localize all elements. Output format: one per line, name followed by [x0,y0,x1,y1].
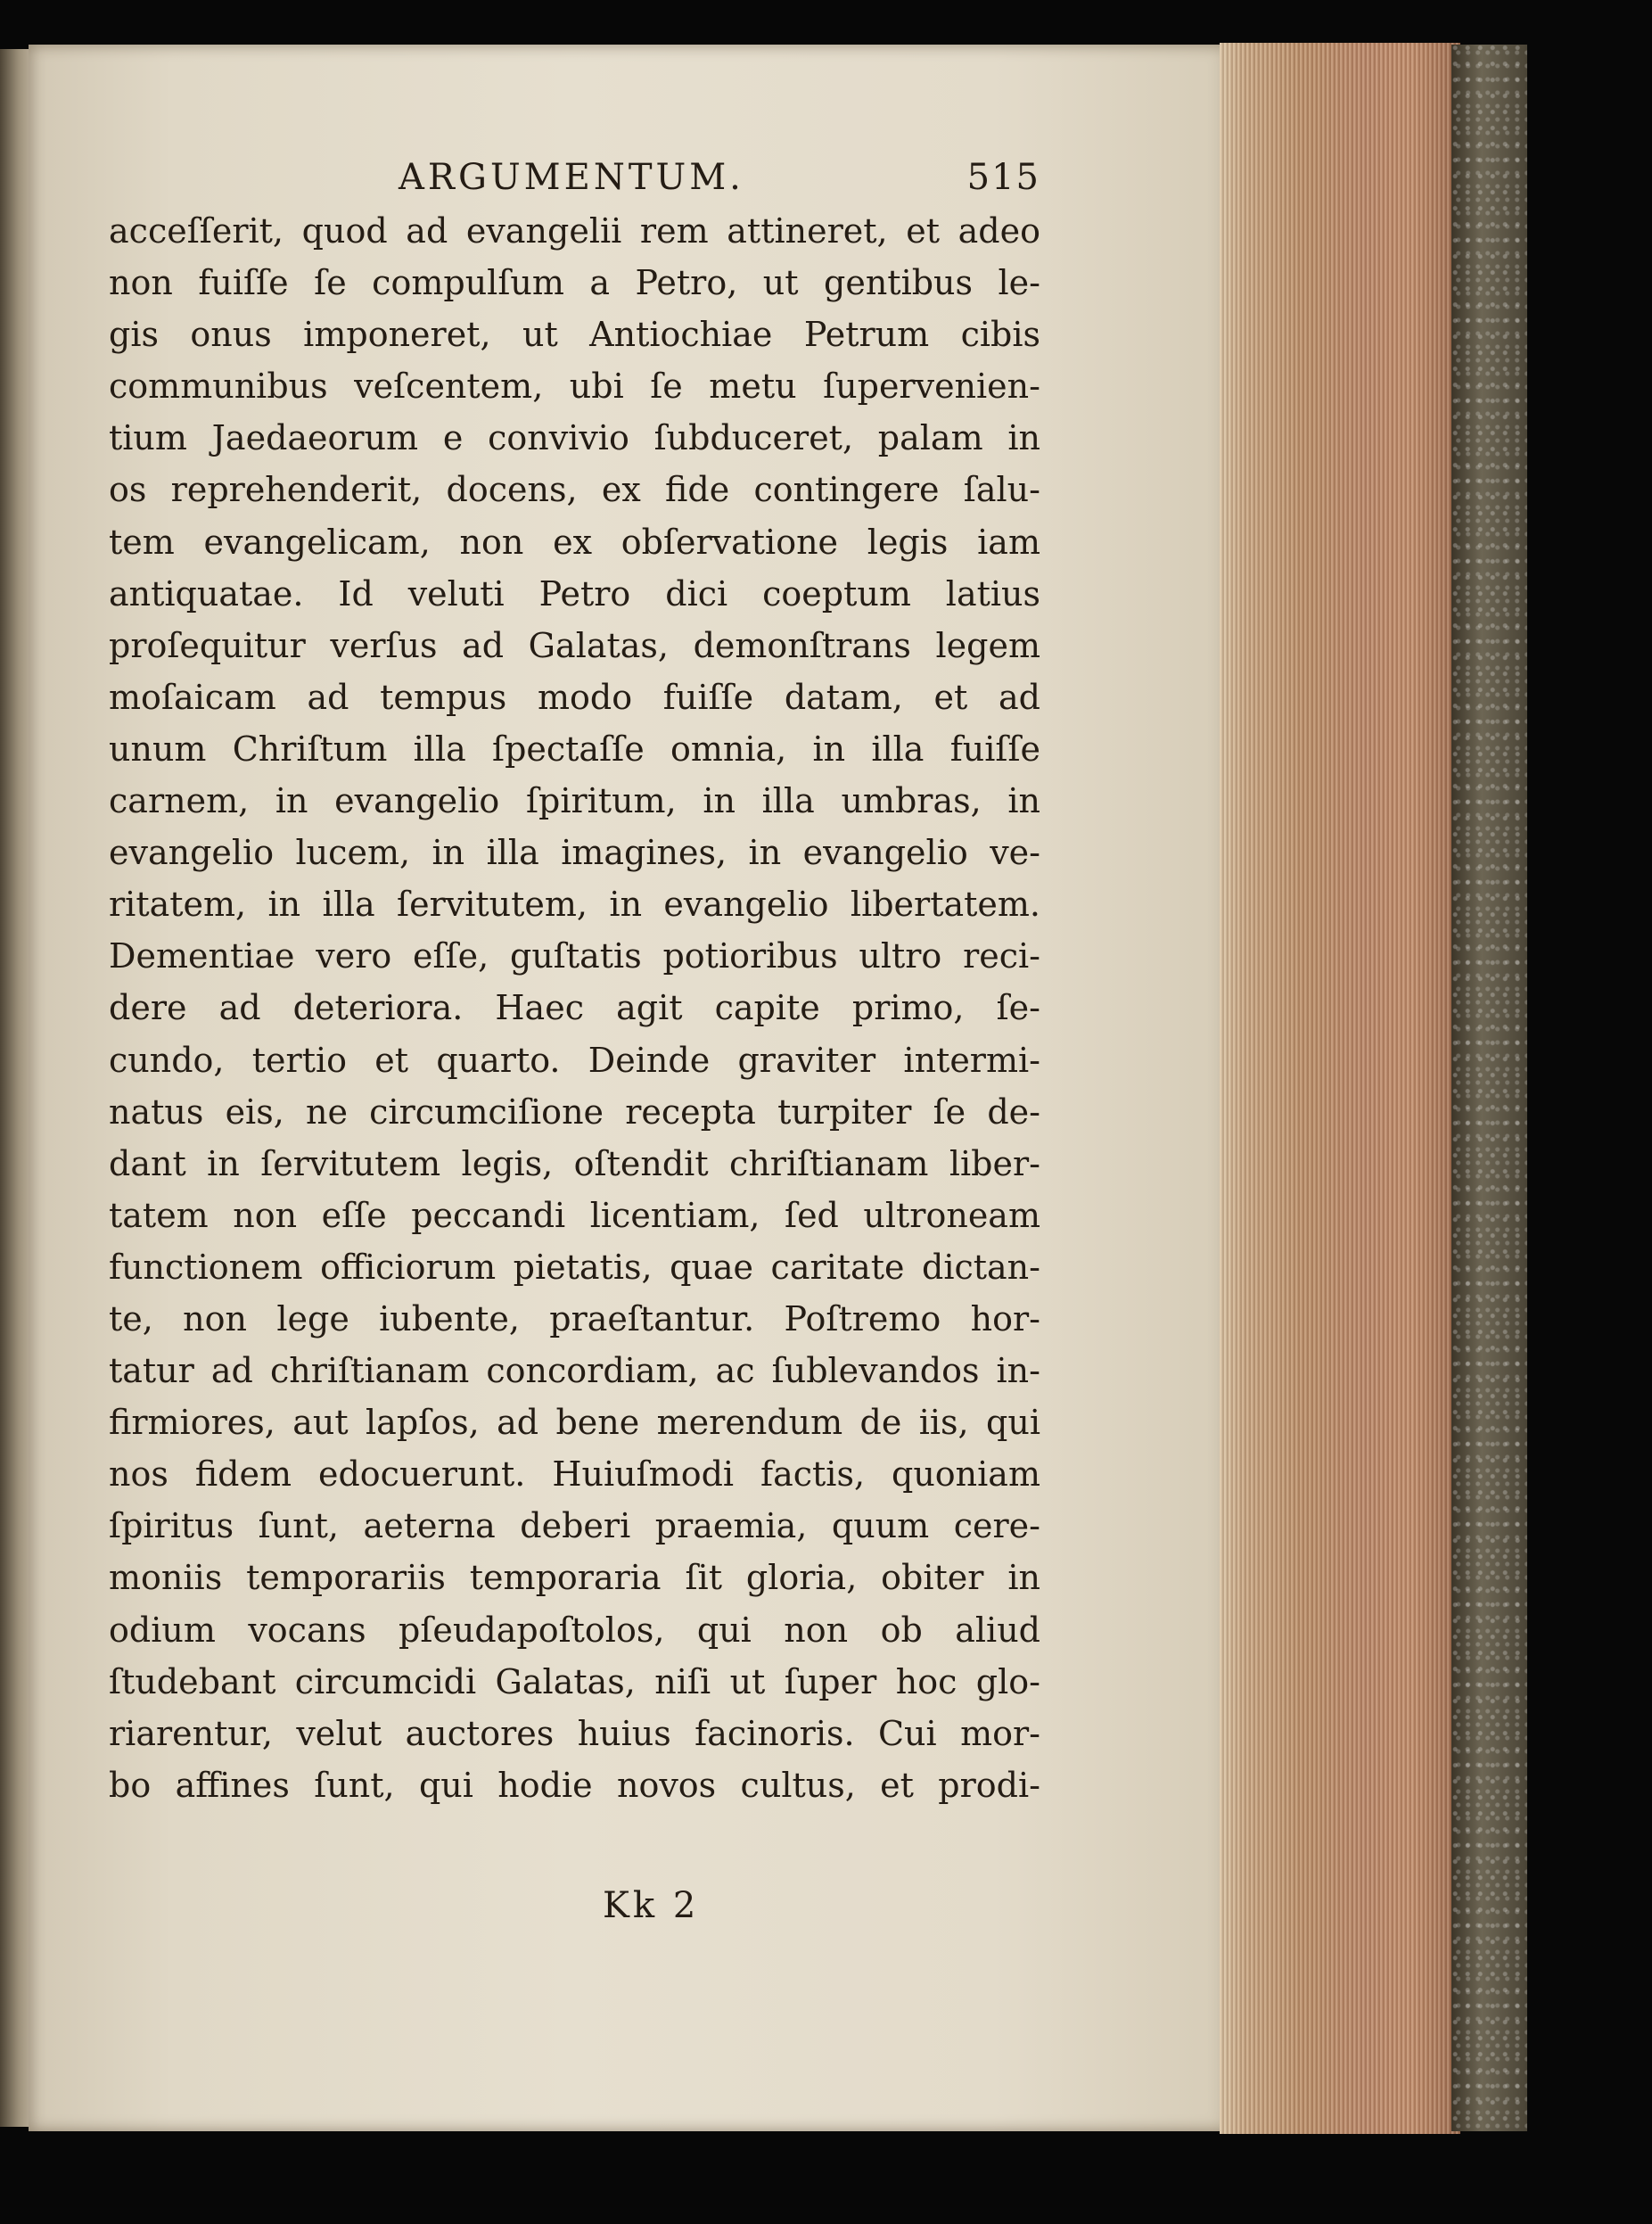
text-line: gis onus imponeret, ut Antiochiae Petrum cibis [109,315,1040,355]
text-line: carnem, in evangelio ſpiritum, in illa umbras, in [109,781,1040,821]
text-line: tatem non eſſe peccandi licentiam, ſed ultroneam [109,1195,1040,1235]
text-line: moniis temporariis temporaria ſit gloria, obiter in [109,1558,1040,1598]
text-line: os reprehenderit, docens, ex fide contingere ſalu- [109,470,1040,510]
text-line: ſtudebant circumcidi Galatas, niſi ut ſuper hoc glo- [109,1661,1040,1701]
text-line: proſequitur verſus ad Galatas, demonſtrans legem [109,625,1040,665]
text-line: natus eis, ne circumciſione recepta turpiter ſe de- [109,1091,1040,1132]
text-line: tem evangelicam, non ex obſervatione legis iam [109,522,1040,562]
body-text [109,205,1040,1811]
text-line: firmiores, aut lapſos, ad bene merendum de iis, qui [109,1403,1040,1443]
page-text-block [109,150,1040,1811]
text-line: moſaicam ad tempus modo fuiſſe datam, et ad [109,677,1040,717]
text-line: riarentur, velut auctores huius facinoris. Cui mor- [109,1713,1040,1753]
page-fore-edge [1220,43,1460,2134]
text-line: tatur ad chriſtianam concordiam, ac ſublevandos in- [109,1351,1040,1391]
text-line: non fuiſſe ſe compulſum a Petro, ut gentibus le- [109,263,1040,303]
page-number: 515 [966,157,1040,198]
text-line: odium vocans pſeudapoſtolos, qui non ob aliud [109,1610,1040,1650]
text-line: ſpiritus ſunt, aeterna deberi praemia, quum cere- [109,1506,1040,1546]
text-line: acceſſerit, quod ad evangelii rem attineret, et adeo [109,211,1040,251]
text-line: dant in ſervitutem legis, oſtendit chriſtianam liber- [109,1143,1040,1183]
text-line: communibus veſcentem, ubi ſe metu ſupervenien- [109,367,1040,407]
text-line: cundo, tertio et quarto. Deinde graviter intermi- [109,1040,1040,1080]
text-line: te, non lege iubente, praeſtantur. Poſtremo hor- [109,1298,1040,1339]
text-line: evangelio lucem, in illa imagines, in evangelio ve- [109,833,1040,873]
text-line: antiquatae. Id veluti Petro dici coeptum latius [109,573,1040,614]
running-head [109,150,1040,205]
text-line: Dementiae vero eſſe, guſtatis potioribus ultro reci- [109,936,1040,976]
text-line: functionem officiorum pietatis, quae caritate dictan- [109,1247,1040,1287]
text-line: tium Jaedaeorum e convivio ſubduceret, palam in [109,418,1040,458]
text-line: bo affines ſunt, qui hodie novos cultus, et prodi- [109,1765,1040,1805]
book-cover-edge [1451,45,1527,2131]
text-line: ritatem, in illa ſervitutem, in evangelio libertatem. [109,885,1040,925]
text-line: unum Chriſtum illa ſpectaſſe omnia, in illa fuiſſe [109,729,1040,769]
text-line: dere ad deteriora. Haec agit capite primo, ſe- [109,988,1040,1028]
signature-mark: Kk 2 [603,1885,700,1926]
running-head-title: ARGUMENTUM. [399,157,744,198]
text-line: nos fidem edocuerunt. Huiuſmodi factis, quoniam [109,1454,1040,1495]
